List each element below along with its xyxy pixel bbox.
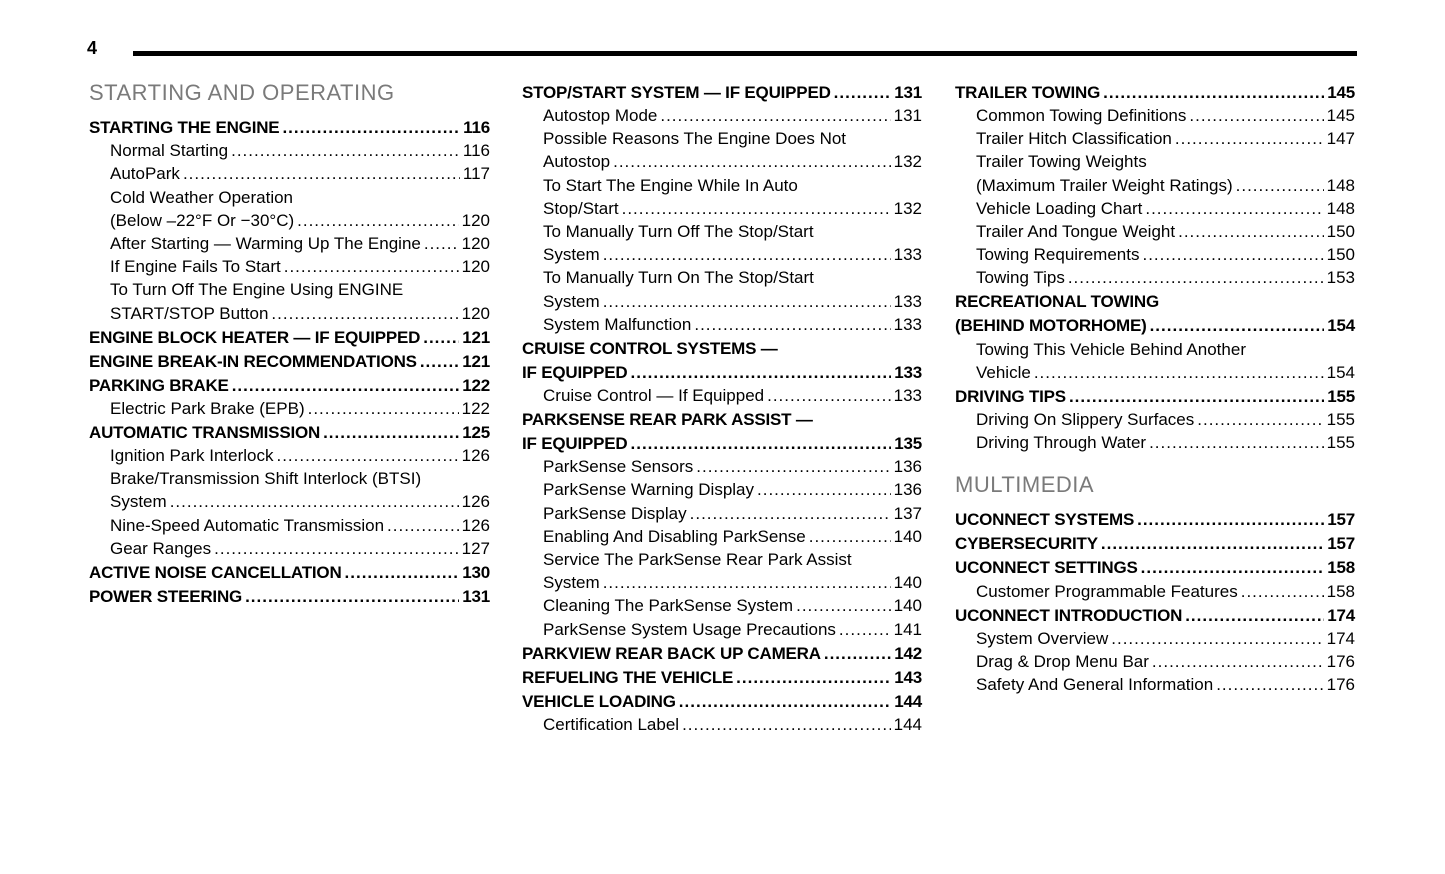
page-ref: 121	[462, 327, 490, 347]
dot-leader	[245, 585, 459, 608]
entry-title: POWER STEERING	[89, 586, 243, 606]
page-ref: 131	[462, 586, 490, 606]
page-ref: 158	[1326, 581, 1355, 601]
toc-subentry[interactable]	[89, 139, 490, 162]
page-ref: 126	[461, 492, 490, 512]
dot-leader	[809, 525, 891, 548]
dot-leader	[1149, 431, 1324, 454]
page-ref: 132	[893, 152, 922, 172]
entry-title: Gear Ranges	[110, 538, 212, 558]
entry-title: UCONNECT SETTINGS	[955, 558, 1138, 578]
entry-title: To Start The Engine While In Auto	[543, 175, 798, 195]
toc-heading-entry[interactable]	[955, 385, 1355, 408]
page-ref: 133	[893, 291, 922, 311]
dot-leader	[420, 350, 459, 373]
toc-subentry[interactable]	[522, 478, 922, 501]
dot-leader	[696, 455, 890, 478]
page-ref: 132	[893, 198, 922, 218]
entry-title: Towing Requirements	[976, 245, 1140, 265]
toc-subentry[interactable]	[89, 302, 490, 325]
page-ref: 141	[893, 619, 922, 639]
page-ref: 131	[894, 82, 922, 102]
page-ref: 116	[463, 118, 490, 137]
entry-title: Common Towing Definitions	[976, 106, 1187, 125]
toc-heading-entry[interactable]	[522, 666, 922, 689]
toc-subentry[interactable]	[522, 618, 922, 641]
toc-subentry[interactable]	[522, 502, 922, 525]
entry-title: System	[543, 291, 600, 311]
page-ref: 174	[1326, 628, 1355, 648]
toc-subentry[interactable]	[522, 548, 922, 571]
dot-leader	[1142, 243, 1323, 266]
entry-title: Ignition Park Interlock	[110, 446, 274, 466]
entry-title: STOP/START SYSTEM — IF EQUIPPED	[522, 82, 831, 102]
page-ref: 120	[461, 234, 490, 254]
entry-title: Customer Programmable Features	[976, 581, 1238, 601]
toc-heading-entry[interactable]	[522, 408, 922, 431]
toc-subentry[interactable]	[955, 338, 1355, 361]
page-ref: 155	[1327, 386, 1355, 406]
entry-title: TRAILER TOWING	[955, 82, 1101, 102]
entry-title: CYBERSECURITY	[955, 534, 1098, 554]
dot-leader	[170, 490, 459, 513]
page-ref: 176	[1326, 675, 1355, 695]
page-ref: 126	[461, 515, 490, 535]
toc-subentry[interactable]	[89, 232, 490, 255]
toc-subentry[interactable]	[89, 255, 490, 278]
entry-title: If Engine Fails To Start	[110, 257, 281, 277]
page-ref: 133	[893, 245, 922, 265]
dot-leader	[1150, 314, 1325, 337]
page-ref: 140	[893, 596, 922, 616]
entry-title: Trailer Towing Weights	[976, 152, 1147, 172]
page-ref: 126	[461, 446, 490, 466]
toc-subentry[interactable]	[89, 186, 490, 209]
dot-leader	[271, 302, 458, 325]
entry-title: System Malfunction	[543, 314, 692, 334]
section-title: MULTIMEDIA	[955, 472, 1095, 498]
entry-title: Service The ParkSense Rear Park Assist	[543, 550, 852, 570]
toc-subentry[interactable]	[89, 444, 490, 467]
page-ref: 140	[893, 573, 922, 593]
dot-leader	[603, 243, 891, 266]
entry-title: ENGINE BLOCK HEATER — IF EQUIPPED	[89, 327, 421, 347]
toc-subentry[interactable]	[89, 514, 490, 537]
dot-leader	[231, 139, 460, 162]
dot-leader	[1068, 266, 1324, 289]
toc-subentry[interactable]	[955, 627, 1355, 650]
entry-title: IF EQUIPPED	[522, 434, 628, 454]
toc-heading-entry[interactable]	[955, 604, 1355, 627]
dot-leader	[660, 104, 890, 127]
toc-heading-entry[interactable]	[89, 350, 490, 373]
toc-subentry[interactable]	[522, 243, 922, 266]
dot-leader	[1236, 174, 1324, 197]
dot-leader	[323, 421, 459, 444]
entry-title: Cruise Control — If Equipped	[543, 386, 765, 406]
page-ref: 155	[1326, 410, 1355, 430]
toc-heading-entry[interactable]	[89, 561, 490, 584]
page-ref: 153	[1326, 268, 1355, 288]
page-ref: 155	[1326, 433, 1355, 453]
entry-title: Trailer And Tongue Weight	[976, 222, 1176, 242]
page-ref: 145	[1327, 82, 1355, 102]
entry-title: Trailer Hitch Classification	[976, 129, 1172, 149]
toc-subentry[interactable]	[955, 431, 1355, 454]
dot-leader	[631, 432, 892, 455]
page-ref: 157	[1327, 534, 1355, 554]
entry-title: System	[543, 573, 600, 593]
dot-leader	[690, 502, 891, 525]
toc-heading-entry[interactable]	[522, 432, 922, 455]
dot-leader	[214, 537, 459, 560]
toc-subentry[interactable]	[522, 220, 922, 243]
dot-leader	[387, 514, 459, 537]
page-ref: 144	[894, 691, 922, 711]
page-ref: 116	[462, 141, 490, 161]
entry-title: ACTIVE NOISE CANCELLATION	[89, 562, 342, 582]
entry-title: (BEHIND MOTORHOME)	[955, 316, 1147, 336]
toc-heading-entry[interactable]	[89, 374, 490, 397]
toc-column-middle	[522, 80, 922, 736]
entry-title: Autostop Mode	[543, 106, 658, 125]
toc-subentry[interactable]	[955, 174, 1355, 197]
toc-subentry[interactable]	[955, 650, 1355, 673]
toc-heading-entry[interactable]	[522, 642, 922, 665]
page-ref: 127	[461, 538, 490, 558]
toc-column-left	[89, 80, 490, 608]
dot-leader	[424, 232, 459, 255]
toc-subentry[interactable]	[955, 150, 1355, 173]
toc-subentry[interactable]	[955, 408, 1355, 431]
page-ref: 145	[1326, 106, 1355, 125]
toc-subentry[interactable]	[89, 162, 490, 185]
toc-heading-entry[interactable]	[955, 508, 1355, 531]
page-number: 4	[87, 38, 98, 58]
dot-leader	[423, 326, 459, 349]
dot-leader	[1197, 408, 1323, 431]
entry-title: Autostop	[543, 152, 611, 172]
page-ref: 122	[461, 398, 490, 418]
entry-title: UCONNECT SYSTEMS	[955, 510, 1135, 530]
entry-title: Drag & Drop Menu Bar	[976, 652, 1149, 672]
dot-leader	[1241, 580, 1324, 603]
dot-leader	[796, 594, 891, 617]
page-ref: 154	[1326, 362, 1355, 382]
toc-heading-entry[interactable]	[89, 326, 490, 349]
entry-title: PARKVIEW REAR BACK UP CAMERA	[522, 643, 821, 663]
dot-leader	[1141, 556, 1325, 579]
toc-heading-entry[interactable]	[89, 585, 490, 608]
entry-title: Brake/Transmission Shift Interlock (BTSI)	[110, 469, 422, 489]
entry-title: Towing Tips	[976, 268, 1065, 288]
page-ref: 121	[462, 351, 490, 371]
dot-leader	[679, 690, 891, 713]
dot-leader	[1111, 627, 1323, 650]
toc-subentry[interactable]	[89, 537, 490, 560]
dot-leader	[276, 444, 458, 467]
toc-heading-entry[interactable]	[955, 532, 1355, 555]
entry-title: System	[110, 492, 167, 512]
toc-heading-entry[interactable]	[89, 116, 490, 139]
page-ref: 120	[461, 303, 490, 323]
toc-subentry[interactable]	[522, 127, 922, 150]
toc-heading-entry[interactable]	[522, 81, 922, 104]
dot-leader	[694, 313, 890, 336]
page-ref: 143	[894, 667, 922, 687]
toc-subentry[interactable]	[955, 580, 1355, 603]
dot-leader	[1185, 604, 1324, 627]
entry-title: START/STOP Button	[110, 303, 269, 323]
entry-title: ENGINE BREAK-IN RECOMMENDATIONS	[89, 351, 417, 371]
entry-title: Cleaning The ParkSense System	[543, 596, 794, 616]
header-rule	[133, 51, 1357, 56]
toc-subentry[interactable]	[522, 313, 922, 336]
toc-subentry[interactable]	[955, 243, 1355, 266]
page-ref: 136	[893, 457, 922, 477]
page-ref: 142	[894, 643, 922, 663]
dot-leader	[308, 397, 459, 420]
entry-title: ParkSense Display	[543, 503, 687, 523]
entry-title: PARKSENSE REAR PARK ASSIST —	[522, 410, 813, 430]
entry-title: Certification Label	[543, 714, 680, 734]
entry-title: Vehicle Loading Chart	[976, 198, 1143, 218]
page-ref: 154	[1327, 316, 1355, 336]
toc-subentry[interactable]	[522, 104, 922, 127]
toc-heading-entry[interactable]	[89, 421, 490, 444]
toc-subentry[interactable]	[955, 266, 1355, 289]
page-ref: 122	[462, 375, 490, 395]
entry-title: DRIVING TIPS	[955, 386, 1066, 406]
page-ref: 158	[1327, 558, 1355, 578]
page-ref: 120	[461, 257, 490, 277]
entry-title: ParkSense Sensors	[543, 457, 694, 477]
toc-subentry[interactable]	[955, 673, 1355, 696]
toc-column-right	[955, 80, 1355, 696]
entry-title: Towing This Vehicle Behind Another	[976, 339, 1246, 359]
entry-title: PARKING BRAKE	[89, 375, 229, 395]
page-ref: 125	[462, 422, 490, 442]
page-ref: 174	[1327, 605, 1355, 625]
entry-title: Nine-Speed Automatic Transmission	[110, 515, 385, 535]
toc-subentry[interactable]	[522, 197, 922, 220]
dot-leader	[603, 571, 891, 594]
dot-leader	[1145, 197, 1323, 220]
dot-leader	[824, 642, 891, 665]
page-ref: 137	[893, 503, 922, 523]
entry-title: STARTING THE ENGINE	[89, 118, 280, 137]
page-ref: 148	[1326, 198, 1355, 218]
toc-subentry[interactable]	[89, 490, 490, 513]
toc-subentry[interactable]	[522, 266, 922, 289]
page-ref: 147	[1326, 129, 1355, 149]
page-ref: 140	[893, 526, 922, 546]
entry-title: Enabling And Disabling ParkSense	[543, 526, 806, 546]
toc-heading-entry[interactable]	[522, 337, 922, 360]
toc-subentry[interactable]	[955, 220, 1355, 243]
entry-title: AUTOMATIC TRANSMISSION	[89, 422, 321, 442]
entry-title: ParkSense System Usage Precautions	[543, 619, 836, 639]
entry-title: ParkSense Warning Display	[543, 480, 755, 500]
dot-leader	[1069, 385, 1324, 408]
toc-subentry[interactable]	[522, 594, 922, 617]
entry-title: Driving On Slippery Surfaces	[976, 410, 1195, 430]
dot-leader	[1137, 508, 1324, 531]
entry-title: System Overview	[976, 628, 1109, 648]
dot-leader	[603, 290, 891, 313]
dot-leader	[757, 478, 891, 501]
entry-title: RECREATIONAL TOWING	[955, 292, 1159, 312]
dot-leader	[1152, 650, 1324, 673]
entry-title: Vehicle	[976, 362, 1031, 382]
page-ref: 136	[893, 480, 922, 500]
page-ref: 144	[893, 714, 922, 734]
toc-subentry[interactable]	[522, 525, 922, 548]
toc-subentry[interactable]	[522, 290, 922, 313]
entry-title: UCONNECT INTRODUCTION	[955, 605, 1183, 625]
entry-title: (Below –22°F Or −30°C)	[110, 210, 295, 230]
entry-title: IF EQUIPPED	[522, 362, 628, 382]
toc-subentry[interactable]	[522, 384, 922, 407]
toc-subentry[interactable]	[955, 104, 1355, 127]
entry-title: Stop/Start	[543, 198, 619, 218]
entry-title: Electric Park Brake (EPB)	[110, 398, 305, 418]
toc-heading-entry[interactable]	[955, 81, 1355, 104]
dot-leader	[183, 162, 460, 185]
entry-title: Possible Reasons The Engine Does Not	[543, 129, 847, 149]
page-ref: 120	[461, 210, 490, 230]
dot-leader	[1189, 104, 1323, 127]
entry-title: REFUELING THE VEHICLE	[522, 667, 734, 687]
dot-leader	[284, 255, 459, 278]
dot-leader	[631, 361, 892, 384]
entry-title: Driving Through Water	[976, 433, 1147, 453]
dot-leader	[736, 666, 891, 689]
toc-subentry[interactable]	[955, 197, 1355, 220]
dot-leader	[282, 116, 460, 139]
toc-subentry[interactable]	[522, 174, 922, 197]
dot-leader	[1103, 81, 1324, 104]
entry-title: Normal Starting	[110, 141, 229, 161]
page-ref: 130	[462, 562, 490, 582]
toc-subentry[interactable]	[89, 209, 490, 232]
section-title: STARTING AND OPERATING	[89, 80, 395, 105]
toc-subentry[interactable]	[955, 361, 1355, 384]
entry-title: Safety And General Information	[976, 675, 1214, 695]
dot-leader	[1034, 361, 1324, 384]
page-ref: 176	[1326, 652, 1355, 672]
entry-title: System	[543, 245, 600, 265]
entry-title: To Turn Off The Engine Using ENGINE	[110, 280, 404, 300]
toc-subentry[interactable]	[955, 127, 1355, 150]
page-ref: 150	[1326, 222, 1355, 242]
page-ref: 135	[894, 434, 922, 454]
entry-title: (Maximum Trailer Weight Ratings)	[976, 175, 1233, 195]
toc-subentry[interactable]	[522, 713, 922, 736]
dot-leader	[839, 618, 891, 641]
dot-leader	[622, 197, 891, 220]
entry-title: To Manually Turn Off The Stop/Start	[543, 222, 814, 242]
page-ref: 133	[894, 362, 922, 382]
dot-leader	[682, 713, 891, 736]
toc-subentry[interactable]	[89, 467, 490, 490]
page-ref: 148	[1326, 175, 1355, 195]
page-ref: 117	[462, 164, 490, 184]
page-ref: 133	[893, 314, 922, 334]
dot-leader	[767, 384, 891, 407]
toc-heading-entry[interactable]	[522, 361, 922, 384]
entry-title: Cold Weather Operation	[110, 187, 294, 207]
toc-subentry[interactable]	[522, 150, 922, 173]
dot-leader	[1101, 532, 1324, 555]
entry-title: After Starting — Warming Up The Engine	[110, 234, 421, 254]
page-ref: 131	[893, 106, 922, 125]
toc-heading-entry[interactable]	[955, 556, 1355, 579]
dot-leader	[232, 374, 460, 397]
entry-title: To Manually Turn On The Stop/Start	[543, 268, 814, 288]
toc-subentry[interactable]	[522, 455, 922, 478]
dot-leader	[297, 209, 458, 232]
toc-heading-entry[interactable]	[522, 690, 922, 713]
entry-title: VEHICLE LOADING	[522, 691, 676, 711]
entry-title: CRUISE CONTROL SYSTEMS —	[522, 338, 778, 358]
entry-title: AutoPark	[110, 164, 180, 184]
toc-subentry[interactable]	[89, 397, 490, 420]
dot-leader	[345, 561, 460, 584]
toc-heading-entry[interactable]	[955, 314, 1355, 337]
dot-leader	[613, 150, 891, 173]
dot-leader	[834, 81, 892, 104]
dot-leader	[1175, 127, 1324, 150]
toc-subentry[interactable]	[89, 278, 490, 301]
page-ref: 150	[1326, 245, 1355, 265]
page-ref: 157	[1327, 510, 1355, 530]
dot-leader	[1178, 220, 1324, 243]
toc-subentry[interactable]	[522, 571, 922, 594]
page-ref: 133	[893, 386, 922, 406]
dot-leader	[1216, 673, 1323, 696]
toc-heading-entry[interactable]	[955, 290, 1355, 313]
